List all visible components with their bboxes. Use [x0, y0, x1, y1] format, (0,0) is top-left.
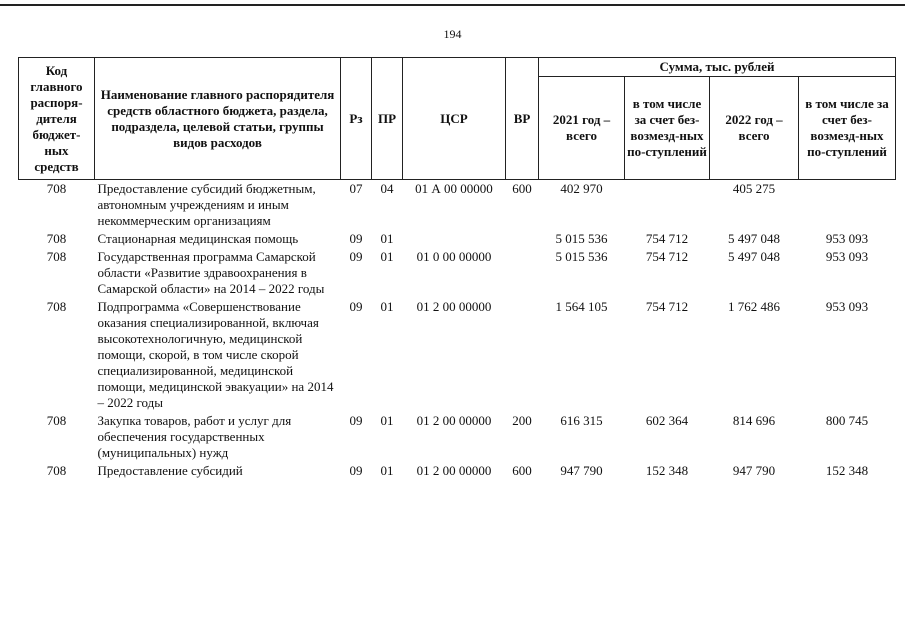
cell-vr: 600 [512, 181, 532, 196]
cell-rz: 09 [349, 249, 363, 264]
cell-2021-free: 152 348 [645, 463, 689, 478]
header-vr: ВР [506, 58, 539, 180]
table-row [19, 412, 896, 462]
cell-2022-total: 5 497 048 [728, 249, 780, 264]
cell-csr: 01 А 00 00000 [415, 181, 493, 196]
cell-2021-total: 5 015 536 [555, 231, 608, 246]
cell-2022-total: 5 497 048 [728, 231, 780, 246]
cell-rz: 09 [349, 413, 363, 428]
cell-rz: 09 [349, 231, 363, 246]
cell-2022-free: 953 093 [825, 249, 869, 264]
table-row [19, 298, 896, 412]
header-pr: ПР [372, 58, 403, 180]
cell-code: 708 [46, 299, 67, 314]
cell-code: 708 [46, 249, 67, 264]
cell-name: Государственная программа Самарской области «Развитие здравоохранения в Самарской области» на 2014 – 2022 годы [97, 249, 325, 296]
cell-pr: 01 [380, 249, 394, 264]
cell-code: 708 [46, 231, 67, 246]
header-code: Код главного распоря-дителя бюджет-ных средств [19, 58, 95, 180]
cell-2022-free: 152 348 [825, 463, 869, 478]
cell-2022-free: 953 093 [825, 231, 869, 246]
cell-2021-free: 754 712 [645, 299, 689, 314]
cell-rz: 09 [349, 299, 363, 314]
cell-code: 708 [46, 463, 67, 478]
page-number: 194 [443, 27, 462, 41]
cell-name: Закупка товаров, работ и услуг для обеспечения государственных (муниципальных) нужд [97, 413, 292, 460]
header-name: Наименование главного распорядителя средств областного бюджета, раздела, подраздела, целевой статьи, группы видов расходов [95, 58, 341, 180]
cell-vr [506, 230, 539, 248]
header-csr: ЦСР [403, 58, 506, 180]
cell-pr: 01 [380, 231, 394, 246]
cell-2021-total: 5 015 536 [555, 249, 608, 264]
cell-2022-total: 1 762 486 [728, 299, 780, 314]
cell-2021-free: 754 712 [645, 249, 689, 264]
header-sum-group: Сумма, тыс. рублей [539, 58, 896, 77]
header-2021-free: в том числе за счет без-возмезд-ных по-ступлений [625, 77, 710, 180]
top-rule [0, 4, 905, 6]
cell-name: Стационарная медицинская помощь [97, 231, 299, 246]
header-2021-total: 2021 год – всего [539, 77, 625, 180]
cell-2021-free: 754 712 [645, 231, 689, 246]
cell-vr: 200 [512, 413, 532, 428]
cell-2021-total: 402 970 [560, 181, 603, 196]
cell-rz: 07 [349, 181, 363, 196]
table-row [19, 462, 896, 480]
cell-pr: 04 [380, 181, 394, 196]
header-row-1 [19, 58, 896, 77]
cell-2021-total: 947 790 [560, 463, 603, 478]
cell-code: 708 [46, 181, 67, 196]
table-row [19, 230, 896, 248]
cell-pr: 01 [380, 299, 394, 314]
header-rz: Рз [341, 58, 372, 180]
cell-2022-free [799, 180, 896, 231]
cell-code: 708 [46, 413, 67, 428]
cell-name: Предоставление субсидий бюджетным, автономным учреждениям и иным некоммерческим организациям [97, 181, 316, 228]
cell-pr: 01 [380, 463, 394, 478]
header-2022-total: 2022 год – всего [710, 77, 799, 180]
cell-2022-total: 405 275 [732, 181, 776, 196]
cell-2021-total: 1 564 105 [555, 299, 608, 314]
cell-2022-total: 947 790 [732, 463, 776, 478]
cell-2022-free: 953 093 [825, 299, 869, 314]
cell-2022-free: 800 745 [825, 413, 869, 428]
cell-vr: 600 [512, 463, 532, 478]
table-row [19, 248, 896, 298]
cell-2021-free: 602 364 [645, 413, 689, 428]
budget-table [18, 57, 896, 480]
cell-2022-total: 814 696 [732, 413, 776, 428]
cell-2021-total: 616 315 [560, 413, 603, 428]
cell-name: Предоставление субсидий [97, 463, 243, 478]
cell-pr: 01 [380, 413, 394, 428]
cell-vr [506, 298, 539, 412]
cell-csr: 01 2 00 00000 [416, 413, 492, 428]
cell-csr: 01 2 00 00000 [416, 299, 492, 314]
cell-2021-free [625, 180, 710, 231]
cell-rz: 09 [349, 463, 363, 478]
cell-vr [506, 248, 539, 298]
cell-csr: 01 2 00 00000 [416, 463, 492, 478]
cell-csr [403, 230, 506, 248]
table-row [19, 180, 896, 231]
cell-name: Подпрограмма «Совершенствование оказания специализированной, включая высокотехнологичную, медицинской помощи, скорой, в том числе скорой специализированной, медицинской помощи, медицинской эвакуации» на 2014 – 2022 годы [97, 299, 334, 410]
header-2022-free: в том числе за счет без-возмезд-ных по-ступлений [799, 77, 896, 180]
cell-csr: 01 0 00 00000 [416, 249, 492, 264]
